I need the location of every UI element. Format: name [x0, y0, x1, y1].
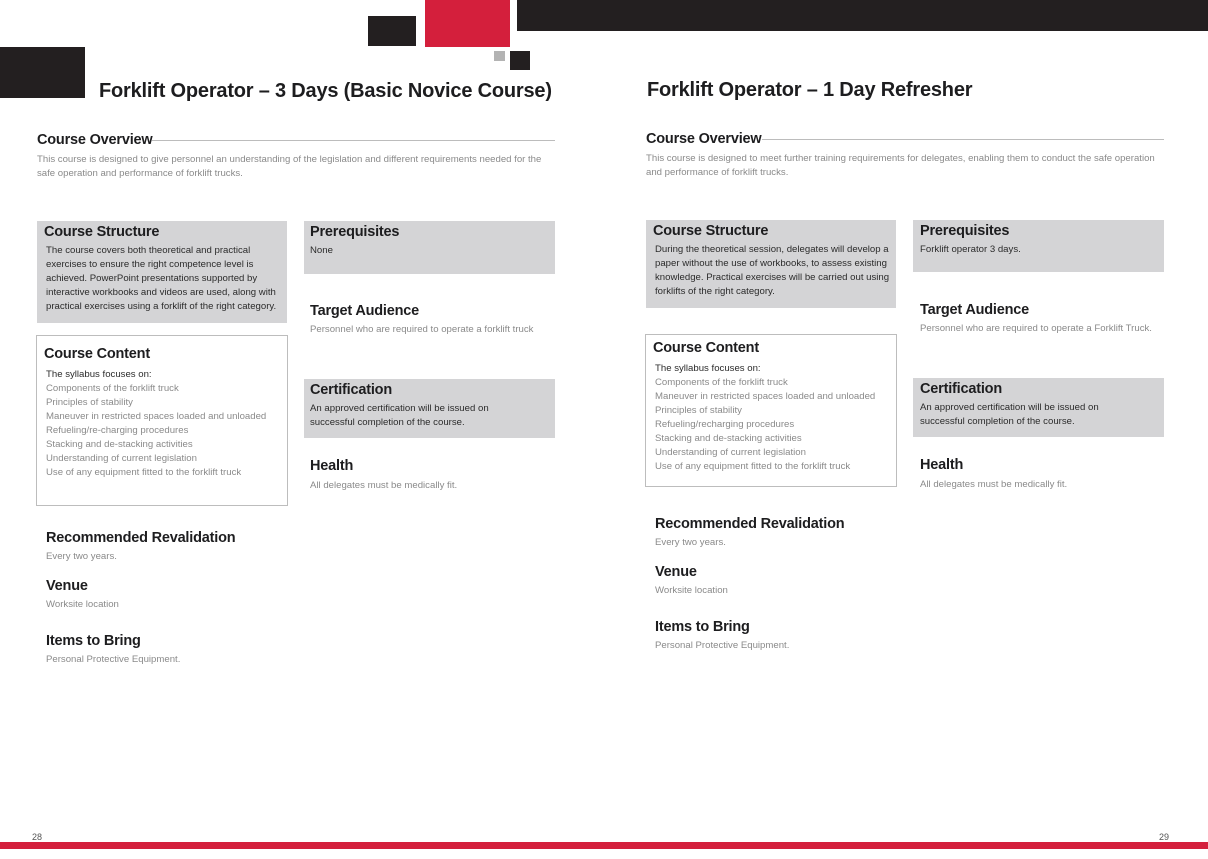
page-title-left: Forklift Operator – 3 Days (Basic Novice Course): [99, 80, 552, 102]
overview-heading-right: Course Overview: [646, 131, 762, 147]
revalidation-heading-right: Recommended Revalidation: [655, 516, 845, 532]
audience-heading-left: Target Audience: [310, 303, 419, 319]
structure-heading-right: Course Structure: [653, 223, 769, 239]
footer-bar: [0, 842, 1208, 849]
venue-text-right: Worksite location: [655, 585, 728, 596]
venue-heading-left: Venue: [46, 578, 88, 594]
revalidation-text-left: Every two years.: [46, 551, 117, 562]
decor-block-red: [425, 0, 510, 47]
list-item: Stacking and de-stacking activities: [46, 439, 193, 450]
audience-heading-right: Target Audience: [920, 302, 1029, 318]
items-text-right: Personal Protective Equipment.: [655, 640, 790, 651]
health-text-right: All delegates must be medically fit.: [920, 479, 1068, 490]
list-item: Principles of stability: [655, 405, 742, 416]
audience-text-right: Personnel who are required to operate a Forklift Truck.: [920, 323, 1152, 334]
audience-text-left: Personnel who are required to operate a forklift truck: [310, 324, 534, 335]
list-item: Use of any equipment fitted to the forklift truck: [655, 461, 851, 472]
venue-text-left: Worksite location: [46, 599, 119, 610]
structure-heading-left: Course Structure: [44, 224, 160, 240]
overview-rule-left: [152, 140, 555, 141]
prerequisites-text-left: None: [310, 245, 333, 256]
overview-heading-left: Course Overview: [37, 132, 153, 148]
content-intro-left: The syllabus focuses on:: [46, 369, 152, 380]
content-heading-left: Course Content: [44, 346, 150, 362]
list-item: Components of the forklift truck: [655, 377, 788, 388]
list-item: Understanding of current legislation: [46, 453, 197, 464]
prerequisites-text-right: Forklift operator 3 days.: [920, 244, 1021, 255]
content-list-left: [46, 382, 282, 480]
decor-block-left: [0, 47, 85, 98]
decor-square-dark: [510, 51, 530, 70]
items-heading-left: Items to Bring: [46, 633, 141, 649]
health-heading-left: Health: [310, 458, 354, 474]
health-text-left: All delegates must be medically fit.: [310, 480, 458, 491]
health-heading-right: Health: [920, 457, 964, 473]
decor-bar-top: [517, 0, 1208, 31]
certification-text-left: An approved certification will be issued on successful completion of the course.: [310, 403, 489, 428]
prerequisites-heading-left: Prerequisites: [310, 224, 400, 240]
list-item: Refueling/recharging procedures: [655, 419, 795, 430]
revalidation-heading-left: Recommended Revalidation: [46, 530, 236, 546]
list-item: Maneuver in restricted spaces loaded and unloaded: [655, 391, 876, 402]
prerequisites-heading-right: Prerequisites: [920, 223, 1010, 239]
list-item: Stacking and de-stacking activities: [655, 433, 802, 444]
revalidation-text-right: Every two years.: [655, 537, 726, 548]
certification-heading-right: Certification: [920, 381, 1002, 397]
overview-text-right: This course is designed to meet further training requirements for delegates, enabling them to conduct the safe operation and performance of forklift trucks.: [646, 153, 1155, 178]
items-text-left: Personal Protective Equipment.: [46, 654, 181, 665]
content-intro-right: The syllabus focuses on:: [655, 363, 761, 374]
page-number-right: 29: [1159, 832, 1170, 842]
list-item: Understanding of current legislation: [655, 447, 806, 458]
certification-text-right: An approved certification will be issued on successful completion of the course.: [920, 402, 1099, 427]
content-heading-right: Course Content: [653, 340, 759, 356]
decor-square-gray: [494, 51, 505, 61]
structure-text-left: The course covers both theoretical and practical exercises to ensure the right competence level is achieved. PowerPoint presentations supported by interactive workbooks and videos are used, along with practical exercises using a forklift of the right category.: [46, 245, 277, 312]
items-heading-right: Items to Bring: [655, 619, 750, 635]
list-item: Refueling/re-charging procedures: [46, 425, 189, 436]
overview-rule-right: [762, 139, 1164, 140]
list-item: Principles of stability: [46, 397, 133, 408]
content-list-right: [655, 376, 891, 474]
page-title-right: Forklift Operator – 1 Day Refresher: [647, 79, 973, 101]
list-item: Use of any equipment fitted to the forklift truck: [46, 467, 242, 478]
certification-heading-left: Certification: [310, 382, 392, 398]
page-number-left: 28: [32, 832, 43, 842]
overview-text-left: This course is designed to give personnel an understanding of the legislation and different requirements needed for the safe operation and performance of forklift trucks.: [37, 154, 542, 179]
decor-block-small: [368, 16, 416, 46]
structure-text-right: During the theoretical session, delegates will develop a paper without the use of workbooks, to assess existing knowledge. Practical exercises will be carried out using forklifts of the right category.: [655, 244, 890, 297]
list-item: Components of the forklift truck: [46, 383, 179, 394]
venue-heading-right: Venue: [655, 564, 697, 580]
list-item: Maneuver in restricted spaces loaded and unloaded: [46, 411, 267, 422]
